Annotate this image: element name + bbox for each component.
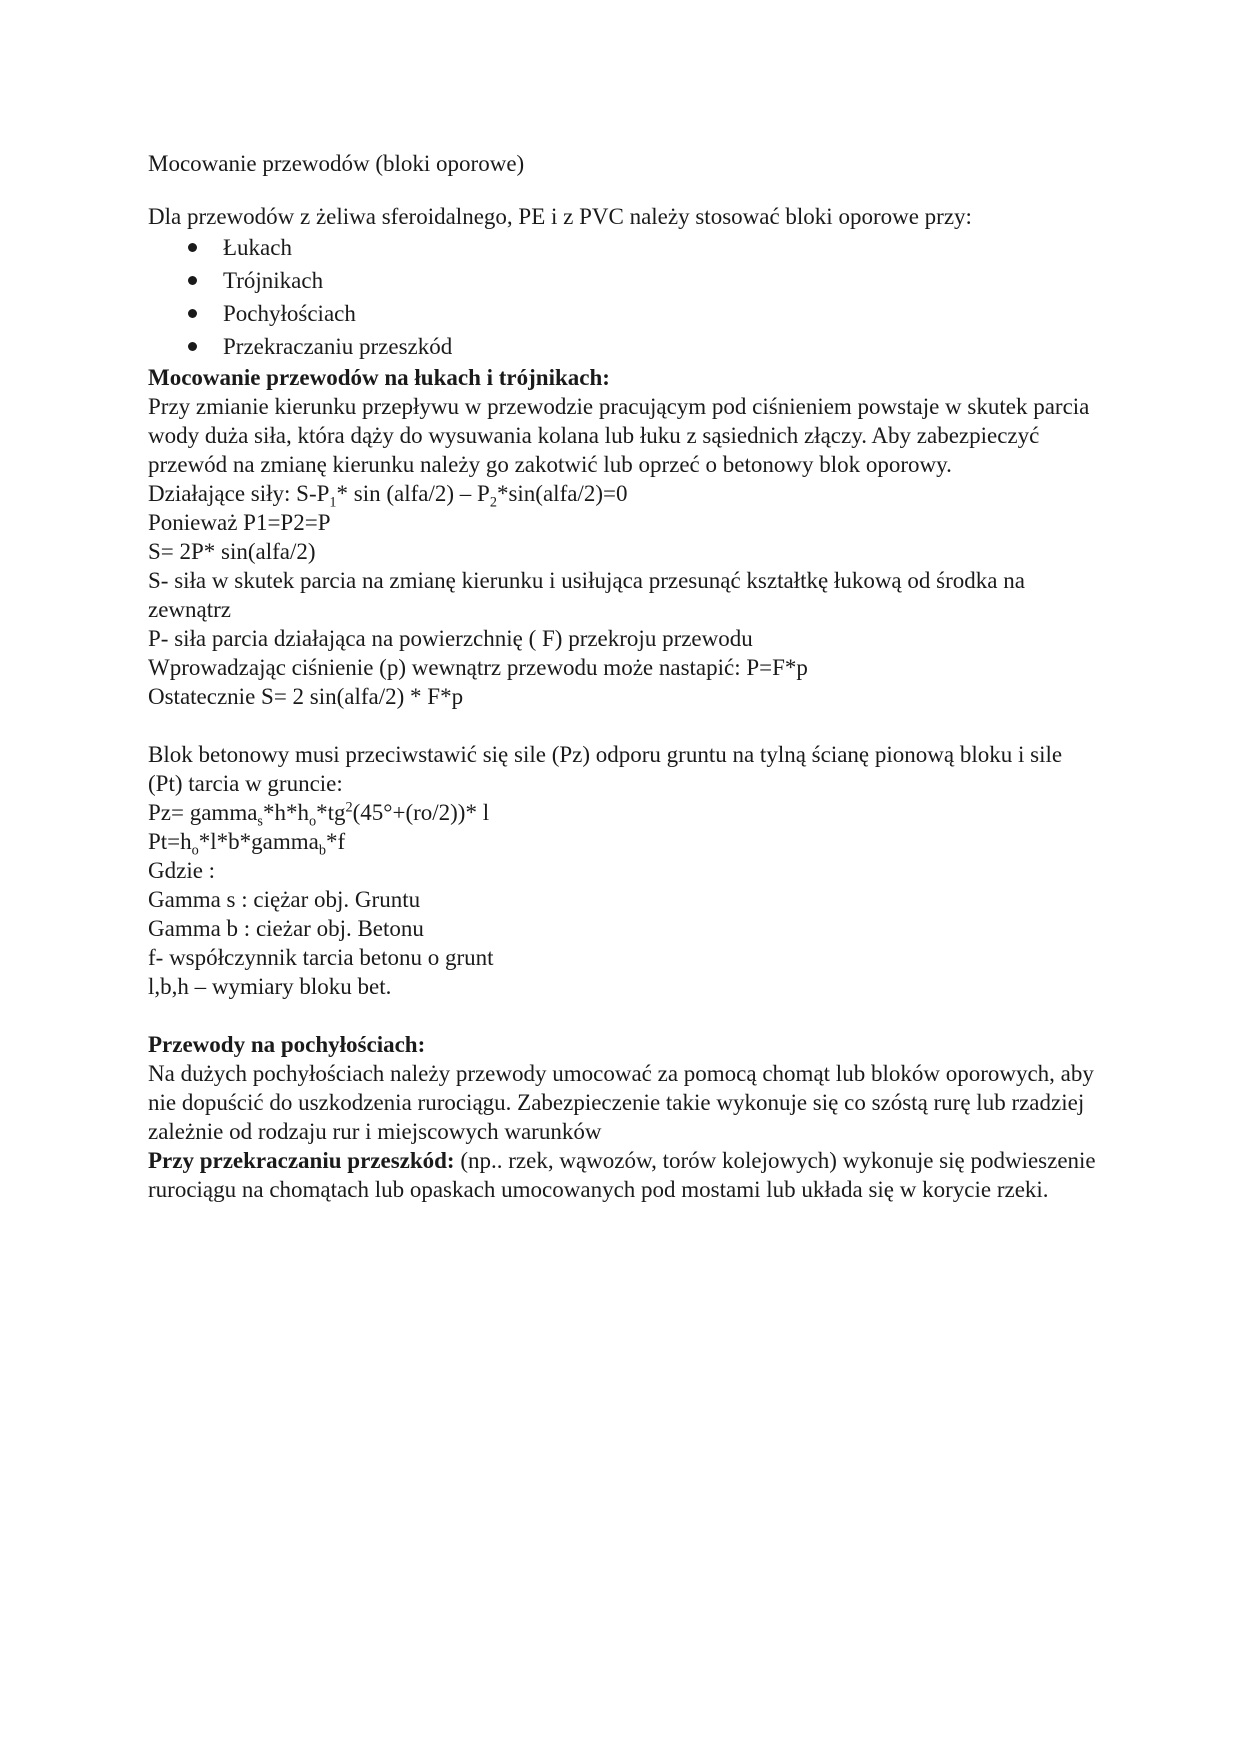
forces-equation: Działające siły: $S-P_1*$ sin (alfa/2) – $P_2*\sin(alfa/2)=0$ xyxy=(148,481,628,511)
bullet-icon xyxy=(188,243,197,252)
document-title: Mocowanie przewodów (bloki oporowe) xyxy=(148,151,525,176)
bullet-icon xyxy=(188,342,197,351)
list-item: Pochyłościach xyxy=(148,297,1098,330)
pressure-line: Wprowadzając ciśnienie (p) wewnątrz przewodu może nastapić: P=F*p xyxy=(148,655,808,680)
bullet-icon xyxy=(188,309,197,318)
section-heading-slopes: Przewody na pochyłościach: xyxy=(148,1032,426,1057)
equation-line: S= 2P* sin(alfa/2) xyxy=(148,539,316,564)
paragraph-slopes: Na dużych pochyłościach należy przewody umocować za pomocą chomąt lub bloków oporowych, aby nie dopuścić do uszkodzenia rurociągu. Zabezpieczenie takie wykonuje się co szóstą rurę lub rzadziej zależnie od rodzaju rur i miejscowych warunków xyxy=(148,1061,1094,1144)
section-heading-obstacles: Przy przekraczaniu przeszkód: xyxy=(148,1148,455,1173)
pt-equation: $Pt=h_o*l*b*gamma_b*f$ xyxy=(148,829,346,859)
final-equation: Ostatecznie S= 2 sin(alfa/2) * F*p xyxy=(148,684,464,709)
document-page xyxy=(148,149,1098,1204)
paragraph-block: Blok betonowy musi przeciwstawić się sile (Pz) odporu gruntu na tylną ścianę pionową bloku i sile (Pt) tarcia w gruncie: xyxy=(148,742,1063,796)
definition-p: P- siła parcia działająca na powierzchnię ( F) przekroju przewodu xyxy=(148,626,753,651)
bullet-list xyxy=(148,231,1098,363)
paragraph-obstacles: Przy przekraczaniu przeszkód: (np.. rzek, wąwozów, torów kolejowych) wykonuje się podwieszenie rurociągu na chomątach lub opaskach umocowanych pod mostami lub układa się w korycie rzeki. xyxy=(148,1148,1096,1202)
definition-line: f- współczynnik tarcia betonu o grunt xyxy=(148,945,494,970)
intro-text: Dla przewodów z żeliwa sferoidalnego, PE i z PVC należy stosować bloki oporowe przy: xyxy=(148,204,972,229)
definition-line: l,b,h – wymiary bloku bet. xyxy=(148,974,392,999)
paragraph-arcs: Przy zmianie kierunku przepływu w przewodzie pracującym pod ciśnieniem powstaje w skutek parcia wody duża siła, która dąży do wysuwania kolana lub łuku z sąsiednich złączy. Aby zabezpieczyć przewód na zmianę kierunku należy go zakotwić lub oprzeć o betonowy blok oporowy. xyxy=(148,394,1090,477)
list-item: Trójnikach xyxy=(148,264,1098,297)
definition-line: Gamma b : cieżar obj. Betonu xyxy=(148,916,424,941)
bullet-icon xyxy=(188,276,197,285)
equation-line: Ponieważ P1=P2=P xyxy=(148,510,331,535)
section-heading-arcs: Mocowanie przewodów na łukach i trójnikach: xyxy=(148,365,610,390)
list-item: Łukach xyxy=(148,231,1098,264)
pz-equation: $Pz= gamma_s*h*h_o*tg^2(45^\circ+(ro/2))*$ l xyxy=(148,799,490,830)
where-label: Gdzie : xyxy=(148,858,216,883)
definition-s: S- siła w skutek parcia na zmianę kierunku i usiłująca przesunąć kształtkę łukową od środka na zewnątrz xyxy=(148,568,1025,622)
list-item: Przekraczaniu przeszkód xyxy=(148,330,1098,363)
definition-line: Gamma s : ciężar obj. Gruntu xyxy=(148,887,421,912)
